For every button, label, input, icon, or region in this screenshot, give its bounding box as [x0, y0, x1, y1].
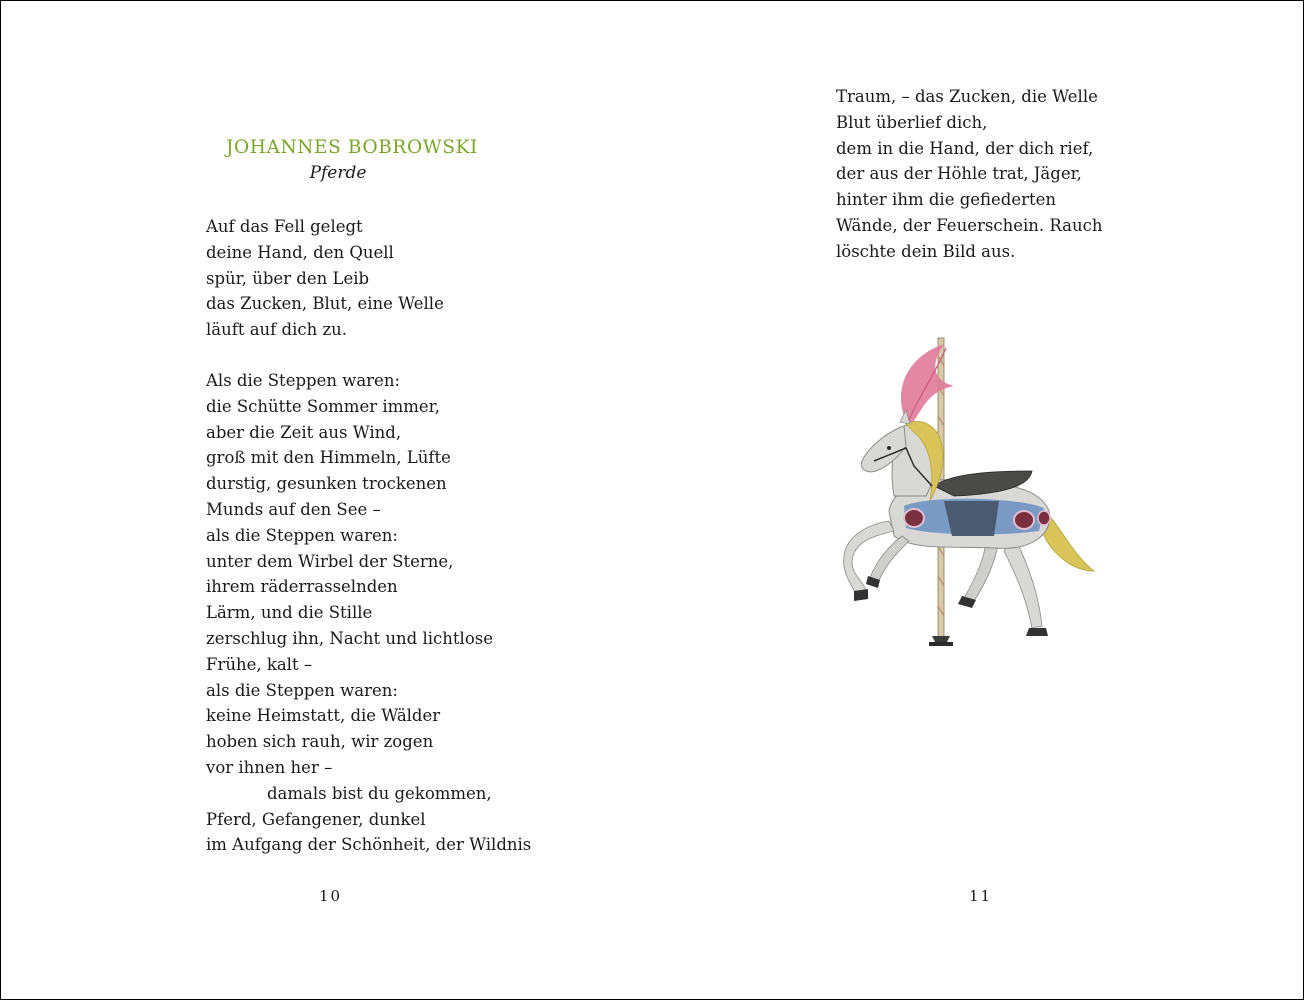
- poem-line: Blut überlief dich,: [836, 112, 988, 132]
- carousel-horse-illustration: [834, 336, 1104, 656]
- poem-line: Wände, der Feuerschein. Rauch: [836, 215, 1103, 235]
- poem-author: JOHANNES BOBROWSKI: [226, 137, 478, 158]
- saddle-decoration: [904, 499, 1050, 536]
- stanza-continuation: [836, 84, 1102, 265]
- poem-line: keine Heimstatt, die Wälder: [206, 706, 441, 726]
- poem-line: vor ihnen her –: [206, 757, 333, 777]
- poem-line: als die Steppen waren:: [206, 525, 398, 545]
- poem-line-indented: damals bist du gekommen,: [267, 783, 492, 803]
- poem-line: löschte dein Bild aus.: [836, 241, 1016, 261]
- poem-line: deine Hand, den Quell: [206, 242, 394, 262]
- stanza-2: [206, 368, 531, 858]
- poem-line: aber die Zeit aus Wind,: [206, 422, 402, 442]
- poem-line: läuft auf dich zu.: [206, 320, 348, 340]
- poem-line: Auf das Fell gelegt: [206, 217, 363, 236]
- page-number-right: 11: [969, 887, 993, 905]
- poem-line: ihrem räderrasselnden: [206, 577, 398, 597]
- poem-line: Frühe, kalt –: [206, 654, 313, 674]
- stanza-1: [206, 214, 444, 343]
- poem-line: hoben sich rauh, wir zogen: [206, 732, 434, 752]
- horse-hind-leg-2: [964, 541, 999, 601]
- poem-line: Als die Steppen waren:: [206, 371, 401, 390]
- poem-line: Pferd, Gefangener, dunkel: [206, 809, 426, 829]
- pink-plume: [901, 344, 954, 424]
- front-hoof: [854, 589, 868, 601]
- poem-line: das Zucken, Blut, eine Welle: [206, 294, 444, 314]
- horse-eye: [887, 446, 891, 450]
- poem-line: Lärm, und die Stille: [206, 603, 373, 623]
- poem-line: spür, über den Leib: [206, 268, 370, 288]
- poem-title: Pferde: [309, 163, 367, 183]
- poem-line: hinter ihm die gefiederten: [836, 190, 1057, 210]
- poem-line: als die Steppen waren:: [206, 680, 398, 700]
- horse-hind-leg: [1004, 536, 1042, 628]
- page-number-left: 10: [319, 887, 343, 905]
- poem-line: Traum, – das Zucken, die Welle: [836, 87, 1098, 106]
- poem-line: unter dem Wirbel der Sterne,: [206, 551, 454, 571]
- poem-line: die Schütte Sommer immer,: [206, 396, 440, 416]
- poem-line: durstig, gesunken trockenen: [206, 474, 447, 494]
- horse-front-leg-2: [870, 536, 909, 581]
- poem-line: dem in die Hand, der dich rief,: [836, 138, 1094, 158]
- poem-line: zerschlug ihn, Nacht und lichtlose: [206, 628, 493, 648]
- hoof: [1026, 628, 1048, 636]
- poem-line: Munds auf den See –: [206, 499, 381, 519]
- poem-line: im Aufgang der Schönheit, der Wildnis: [206, 835, 532, 855]
- poem-line: der aus der Höhle trat, Jäger,: [836, 164, 1082, 184]
- poem-line: groß mit den Himmeln, Lüfte: [206, 448, 451, 468]
